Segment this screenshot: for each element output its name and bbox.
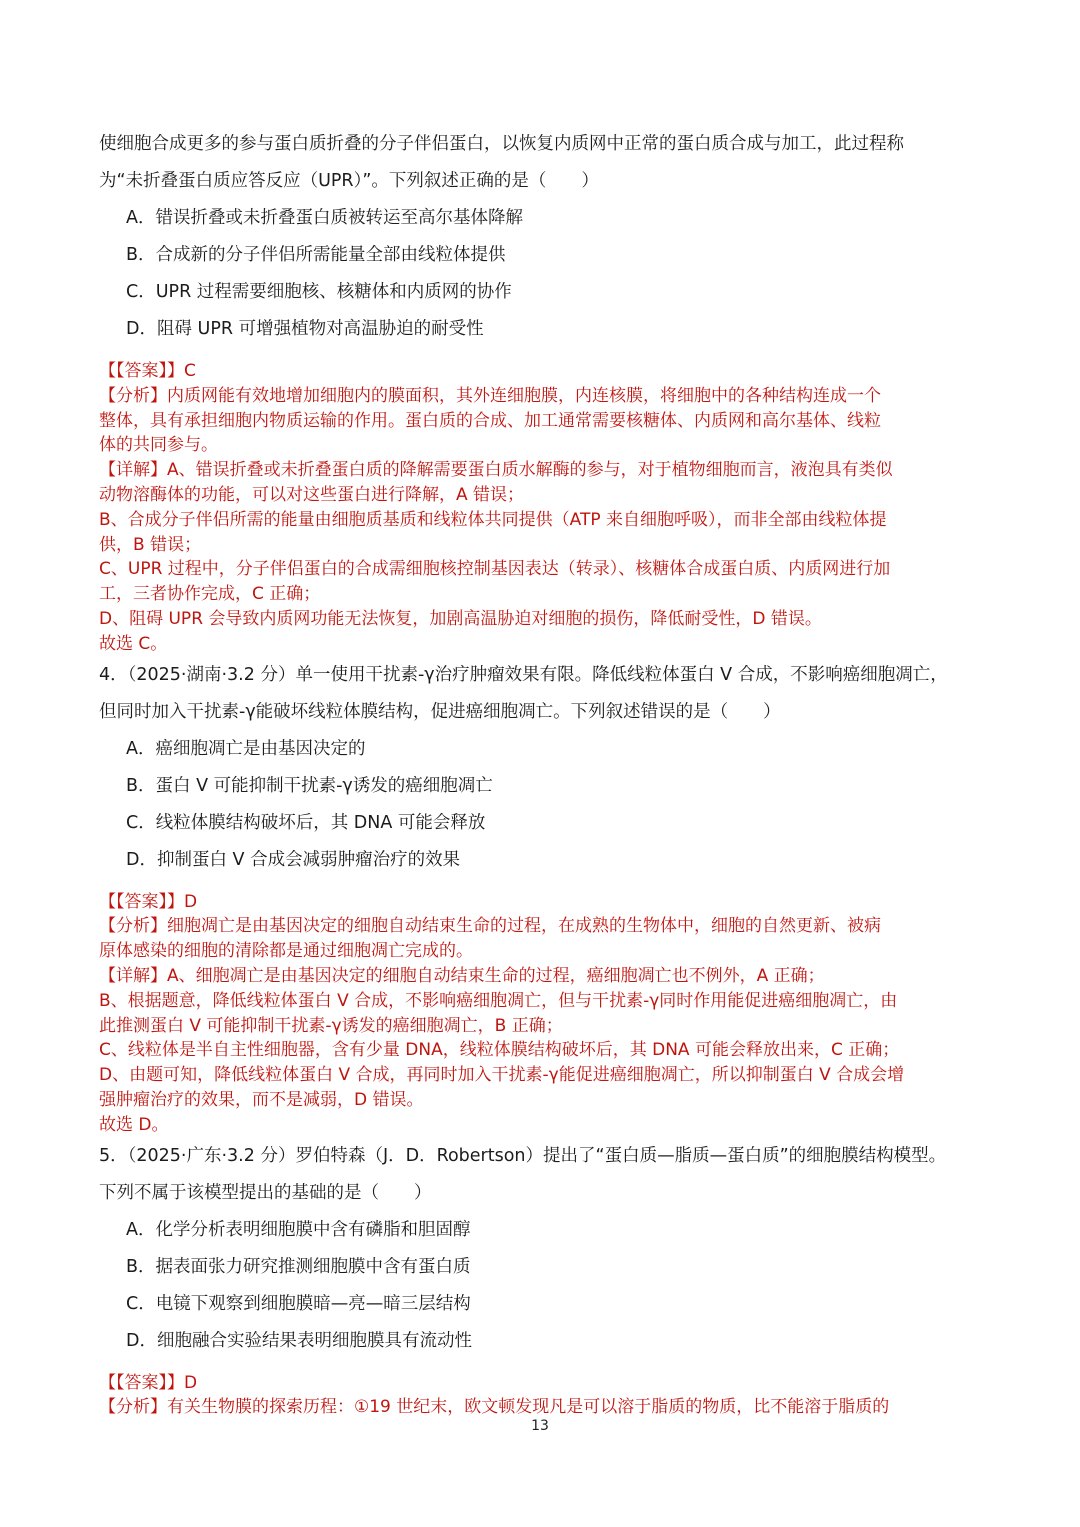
explanation-line: 工，三者协作完成，C 正确； <box>99 584 321 605</box>
answer-key: 【【答案】】C <box>99 361 196 381</box>
answer-option: A．错误折叠或未折叠蛋白质被转运至高尔基体降解 <box>126 208 523 228</box>
explanation-line: 供，B 错误； <box>99 534 202 555</box>
answer-option: C．UPR 过程需要细胞核、核糖体和内质网的协作 <box>126 282 512 302</box>
answer-option: B．蛋白 V 可能抑制干扰素-γ诱发的癌细胞凋亡 <box>126 775 493 796</box>
question-text-line: 但同时加入干扰素-γ能破坏线粒体膜结构，促进癌细胞凋亡。下列叙述错误的是（ ） <box>99 701 781 722</box>
explanation-line: C、线粒体是半自主性细胞器，含有少量 DNA，线粒体膜结构破坏后，其 DNA 可能会释放出来，C 正确； <box>99 1040 900 1061</box>
explanation-line: 此推测蛋白 V 可能抑制干扰素-γ诱发的癌细胞凋亡，B 正确； <box>99 1015 563 1036</box>
answer-option: D．抑制蛋白 V 合成会减弱肿瘤治疗的效果 <box>126 849 461 870</box>
explanation-line: 【详解】A、细胞凋亡是由基因决定的细胞自动结束生命的过程，癌细胞凋亡也不例外，A 正确； <box>99 965 825 986</box>
answer-key: 【【答案】】D <box>99 1372 198 1393</box>
explanation-line: 整体，具有承担细胞内物质运输的作用。蛋白质的合成、加工通常需要核糖体、内质网和高尔基体、线粒 <box>99 410 881 431</box>
answer-option: D．阻碍 UPR 可增强植物对高温胁迫的耐受性 <box>126 319 484 339</box>
explanation-line: 【分析】有关生物膜的探索历程：①19 世纪末，欧文顿发现凡是可以溶于脂质的物质，比不能溶于脂质的 <box>99 1397 890 1418</box>
explanation-line: B、根据题意，降低线粒体蛋白 V 合成，不影响癌细胞凋亡，但与干扰素-γ同时作用能促进癌细胞凋亡，由 <box>99 990 898 1011</box>
explanation-line: 原体感染的细胞的清除都是通过细胞凋亡完成的。 <box>99 941 473 962</box>
page-number: 13 <box>531 1418 549 1434</box>
explanation-line: 故选 D。 <box>99 1114 169 1135</box>
explanation-line: 故选 C。 <box>99 633 168 654</box>
answer-option: D．细胞融合实验结果表明细胞膜具有流动性 <box>126 1330 472 1351</box>
question-text-line: 使细胞合成更多的参与蛋白质折叠的分子伴侣蛋白，以恢复内质网中正常的蛋白质合成与加工，此过程称 <box>99 134 904 154</box>
explanation-line: B、合成分子伴侣所需的能量由细胞质基质和线粒体共同提供（ATP 来自细胞呼吸），而非全部由线粒体提 <box>99 509 887 530</box>
answer-option: C．电镜下观察到细胞膜暗—亮—暗三层结构 <box>126 1293 471 1314</box>
explanation-line: 强肿瘤治疗的效果，而不是减弱，D 错误。 <box>99 1089 424 1110</box>
question-text-line: 下列不属于该模型提出的基础的是（ ） <box>99 1182 432 1203</box>
explanation-line: 【详解】A、错误折叠或未折叠蛋白质的降解需要蛋白质水解酶的参与，对于植物细胞而言，液泡具有类似 <box>99 460 893 481</box>
page-content <box>99 126 999 1420</box>
question-text-line: 为“未折叠蛋白质应答反应（UPR）”。下列叙述正确的是（ ） <box>99 171 599 191</box>
answer-option: B．据表面张力研究推测细胞膜中含有蛋白质 <box>126 1256 471 1277</box>
explanation-line: 动物溶酶体的功能，可以对这些蛋白进行降解，A 错误； <box>99 484 525 505</box>
explanation-line: 【分析】内质网能有效地增加细胞内的膜面积，其外连细胞膜，内连核膜，将细胞中的各种结构连成一个 <box>99 385 881 406</box>
explanation-line: D、阻碍 UPR 会导致内质网功能无法恢复，加剧高温胁迫对细胞的损伤，降低耐受性，D 错误。 <box>99 608 822 629</box>
explanation-line: D、由题可知，降低线粒体蛋白 V 合成，再同时加入干扰素-γ能促进癌细胞凋亡，所以抑制蛋白 V 合成会增 <box>99 1065 905 1086</box>
answer-option: A．癌细胞凋亡是由基因决定的 <box>126 738 366 759</box>
question-text-line: 4．（2025·湖南·3.2 分）单一使用干扰素-γ治疗肿瘤效果有限。降低线粒体蛋白 V 合成，不影响癌细胞凋亡， <box>99 664 948 685</box>
explanation-line: 体的共同参与。 <box>99 435 218 456</box>
explanation-line: C、UPR 过程中，分子伴侣蛋白的合成需细胞核控制基因表达（转录）、核糖体合成蛋白质、内质网进行加 <box>99 559 891 580</box>
question-text-line: 5．（2025·广东·3.2 分）罗伯特森（J．D．Robertson）提出了“蛋白质—脂质—蛋白质”的细胞膜结构模型。 <box>99 1145 947 1166</box>
explanation-line: 【分析】细胞凋亡是由基因决定的细胞自动结束生命的过程，在成熟的生物体中，细胞的自然更新、被病 <box>99 916 881 937</box>
answer-key: 【【答案】】D <box>99 891 198 912</box>
answer-option: B．合成新的分子伴侣所需能量全部由线粒体提供 <box>126 245 506 265</box>
answer-option: C．线粒体膜结构破坏后，其 DNA 可能会释放 <box>126 812 486 833</box>
answer-option: A．化学分析表明细胞膜中含有磷脂和胆固醇 <box>126 1219 471 1240</box>
